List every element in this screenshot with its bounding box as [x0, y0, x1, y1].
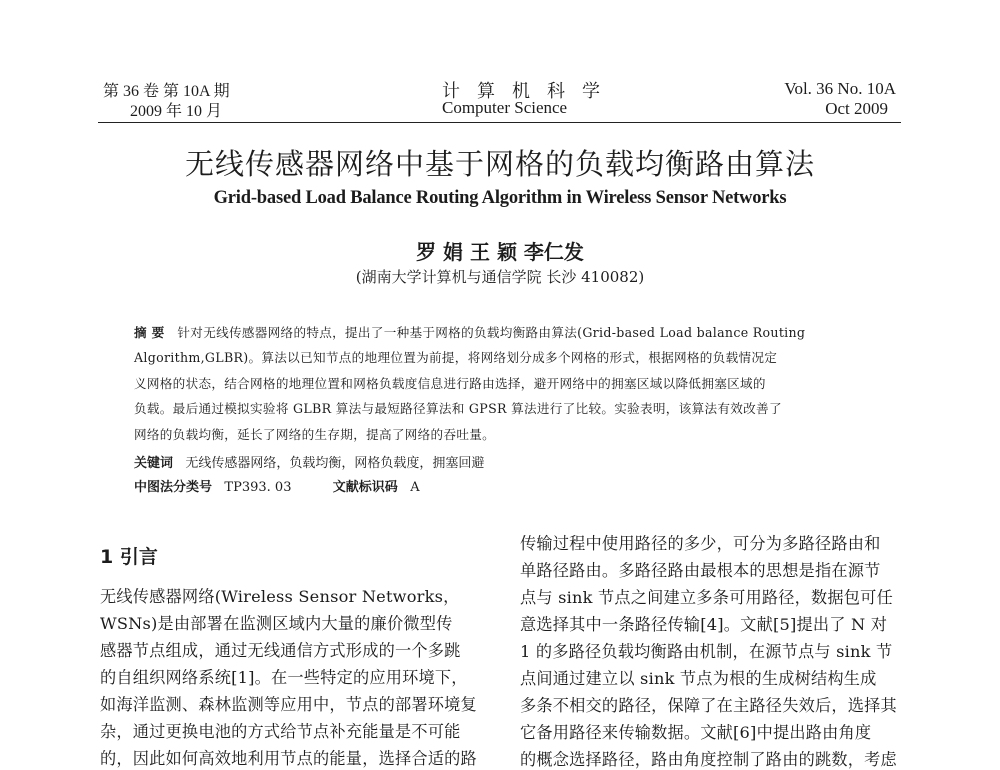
- header-rule: [98, 122, 901, 123]
- body-line-right: 1 的多路径负载均衡路由机制，在源节点与 sink 节: [520, 642, 893, 661]
- body-line-left: 感器节点组成，通过无线通信方式形成的一个多跳: [100, 641, 461, 660]
- body-line-right: 点间通过建立以 sink 节点为根的生成树结构生成: [520, 669, 877, 688]
- paper-title-cn: 无线传感器网络中基于网格的负载均衡路由算法: [184, 147, 815, 181]
- section-heading: 1 引言: [100, 546, 158, 568]
- body-line-right: 多条不相交的路径，保障了在主路径失效后，选择其: [520, 696, 897, 715]
- abstract-label: 摘 要: [134, 325, 165, 340]
- keywords: [134, 452, 484, 471]
- journal-date: 2009 年 10 月: [130, 103, 223, 120]
- abstract-line: 义网格的状态，结合网格的地理位置和网格负载度信息进行路由选择，避开网络中的拥塞区域以降低拥塞区域的: [134, 376, 766, 391]
- classification: [134, 476, 420, 495]
- body-line-left: WSNs)是由部署在监测区域内大量的廉价微型传: [100, 614, 453, 633]
- journal-volume: 第 36 卷 第 10A 期: [103, 83, 230, 100]
- authors: 罗 娟 王 颖 李仁发: [416, 240, 584, 264]
- body-line-left: 如海洋监测、森林监测等应用中，节点的部署环境复: [100, 695, 477, 714]
- body-line-left: 杂，通过更换电池的方式给节点补充能量是不可能: [100, 722, 461, 741]
- body-line-right: 它备用路径来传输数据。文献[6]中提出路由角度: [520, 723, 872, 742]
- body-line-left: 的自组织网络系统[1]。在一些特定的应用环境下，: [100, 668, 468, 687]
- affiliation: (湖南大学计算机与通信学院 长沙 410082): [355, 268, 645, 286]
- journal-name-cn: 计算机科学: [442, 81, 617, 102]
- classification-label: 中图法分类号: [134, 480, 213, 495]
- abstract-line: 摘 要 针对无线传感器网络的特点，提出了一种基于网格的负载均衡路由算法(Grid-based Load balance Routing: [134, 325, 806, 340]
- keywords-label: 关键词: [134, 456, 174, 471]
- doc-code: A: [410, 480, 420, 495]
- body-line-left: 的，因此如何高效地利用节点的能量，选择合适的路: [100, 749, 477, 768]
- paper-title-en: Grid-based Load Balance Routing Algorithm in Wireless Sensor Networks: [213, 188, 787, 208]
- volume-en: Vol. 36 No. 10A: [784, 79, 896, 98]
- keywords-text: 无线传感器网络，负载均衡，网格负载度，拥塞回避: [185, 456, 485, 471]
- body-line-left: 无线传感器网络(Wireless Sensor Networks，: [100, 587, 460, 606]
- classification-code: TP393. 03: [224, 480, 292, 495]
- body-line-right: 单路径路由。多路径路由最根本的思想是指在源节: [520, 561, 881, 580]
- body-line-right: 传输过程中使用路径的多少，可分为多路径路由和: [520, 534, 881, 553]
- body-line-right: 意选择其中一条路径传输[4]。文献[5]提出了 N 对: [520, 615, 888, 634]
- journal-name-en: Computer Science: [442, 98, 568, 117]
- date-en: Oct 2009: [825, 99, 888, 118]
- abstract-line: 负载。最后通过模拟实验将 GLBR 算法与最短路径算法和 GPSR 算法进行了比较。实验表明，该算法有效改善了: [134, 401, 782, 416]
- body-line-right: 的概念选择路径，路由角度控制了路由的跳数，考虑: [520, 750, 897, 769]
- abstract-line: 网络的负载均衡，延长了网络的生存期，提高了网络的吞吐量。: [134, 427, 496, 442]
- doc-code-label: 文献标识码: [332, 480, 398, 495]
- body-line-right: 点与 sink 节点之间建立多条可用路径，数据包可任: [520, 588, 893, 607]
- abstract-line: Algorithm,GLBR)。算法以已知节点的地理位置为前提，将网络划分成多个网格的形式，根据网格的负载情况定: [134, 350, 778, 365]
